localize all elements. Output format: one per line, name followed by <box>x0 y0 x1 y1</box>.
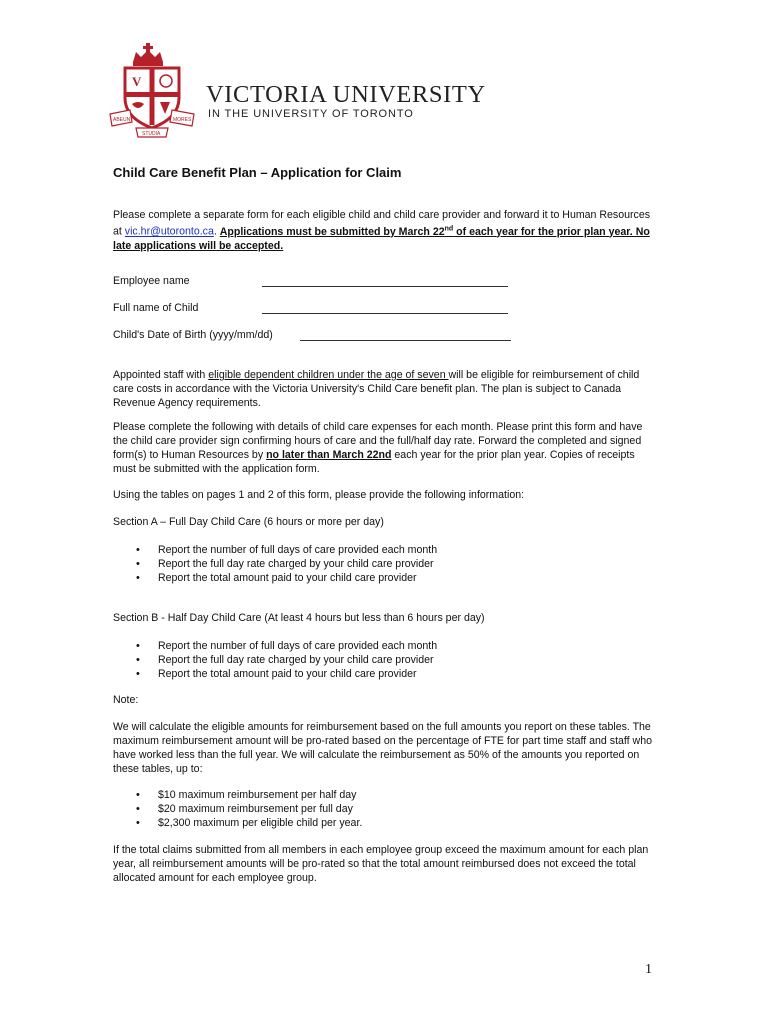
list-item: • Report the total amount paid to your child care provider <box>113 667 437 681</box>
instructions-text: Please complete the following with details of child care expenses for each month. Please print this form and have the child care provider sign confirming hours of care and the full/half day rate. Forward the completed and signed form(s) to Human Resources by <box>113 421 643 461</box>
child-name-label: Full name of Child <box>113 302 199 314</box>
instructions-paragraph <box>113 420 658 476</box>
note-paragraph: We will calculate the eligible amounts for reimbursement based on the full amounts you report on these tables. The maximum reimbursement amount will be pro-rated based on the percentage of FTE for part time staff and staff who have worked less than the full year. We will calculate the reimbursement as 50% of the amounts you reported on these tables, up to: <box>113 721 652 775</box>
list-item: • Report the number of full days of care provided each month <box>113 543 437 557</box>
university-name: VICTORIA UNIVERSITY <box>206 81 486 108</box>
eligibility-underlined: eligible dependent children under the age of seven <box>208 369 449 381</box>
list-item: • Report the total amount paid to your child care provider <box>113 571 437 585</box>
deadline-text: Applications must be submitted by March 22 <box>219 225 445 238</box>
section-b-heading: Section B - Half Day Child Care (At least 4 hours but less than 6 hours per day) <box>113 612 485 624</box>
eligibility-text-2: will be eligible for reimbursement of child care costs in accordance with the Victoria University's Child Care benefit plan. The plan is subject to Canada Revenue Agency requirements. <box>113 369 640 409</box>
employee-name-field[interactable] <box>262 285 508 287</box>
eligibility-text: Appointed staff with <box>113 369 209 381</box>
svg-text:V: V <box>132 74 142 89</box>
crest-motto-right: MORES <box>173 117 192 123</box>
deadline-sup: nd <box>444 225 454 232</box>
intro-text-sep: . <box>213 225 220 238</box>
child-name-field[interactable] <box>262 312 508 314</box>
list-item: • $20 maximum reimbursement per full day <box>113 802 362 816</box>
closing-paragraph: If the total claims submitted from all members in each employee group exceed the maximum amount for each plan year, all reimbursement amounts will be pro-rated so that the total amount reimbursed does not exceed the total allocated amount for each employee group. <box>113 844 649 884</box>
hr-email-link[interactable]: vic.hr@utoronto.ca <box>124 225 214 238</box>
child-dob-field[interactable] <box>300 339 511 341</box>
section-a-heading: Section A – Full Day Child Care (6 hours or more per day) <box>113 516 384 528</box>
university-crest-icon <box>108 40 196 140</box>
child-dob-label: Child's Date of Birth (yyyy/mm/dd) <box>113 329 273 341</box>
list-item: • Report the number of full days of care provided each month <box>113 639 437 653</box>
crest-motto-left: ABEUNT <box>113 117 134 123</box>
maximums-list <box>113 788 362 830</box>
deadline-text-2: of each year for the prior plan year. No late applications will be accepted. <box>113 225 650 252</box>
page-number: 1 <box>645 962 652 977</box>
list-item: • $10 maximum reimbursement per half day <box>113 788 362 802</box>
instructions-text-2: each year for the prior plan year. Copies of receipts must be submitted with the application form. <box>113 449 635 475</box>
intro-paragraph <box>113 208 658 253</box>
section-b-list <box>113 639 437 681</box>
list-item: • Report the full day rate charged by your child care provider <box>113 557 437 571</box>
eligibility-paragraph <box>113 368 658 410</box>
note-label: Note: <box>113 694 139 706</box>
university-subtitle: IN THE UNIVERSITY OF TORONTO <box>208 108 414 120</box>
crest-motto-center: STUDIA <box>142 131 161 137</box>
form-title: Child Care Benefit Plan – Application for Claim <box>113 165 402 180</box>
tables-intro: Using the tables on pages 1 and 2 of this form, please provide the following information: <box>113 489 525 501</box>
intro-text: Please complete a separate form for each eligible child and child care provider and forward it to Human Resources at <box>113 209 651 238</box>
list-item: • Report the full day rate charged by your child care provider <box>113 653 437 667</box>
list-item: • $2,300 maximum per eligible child per year. <box>113 816 362 830</box>
employee-name-label: Employee name <box>113 275 190 287</box>
instructions-deadline: no later than March 22nd <box>266 449 392 461</box>
section-a-list <box>113 543 437 585</box>
